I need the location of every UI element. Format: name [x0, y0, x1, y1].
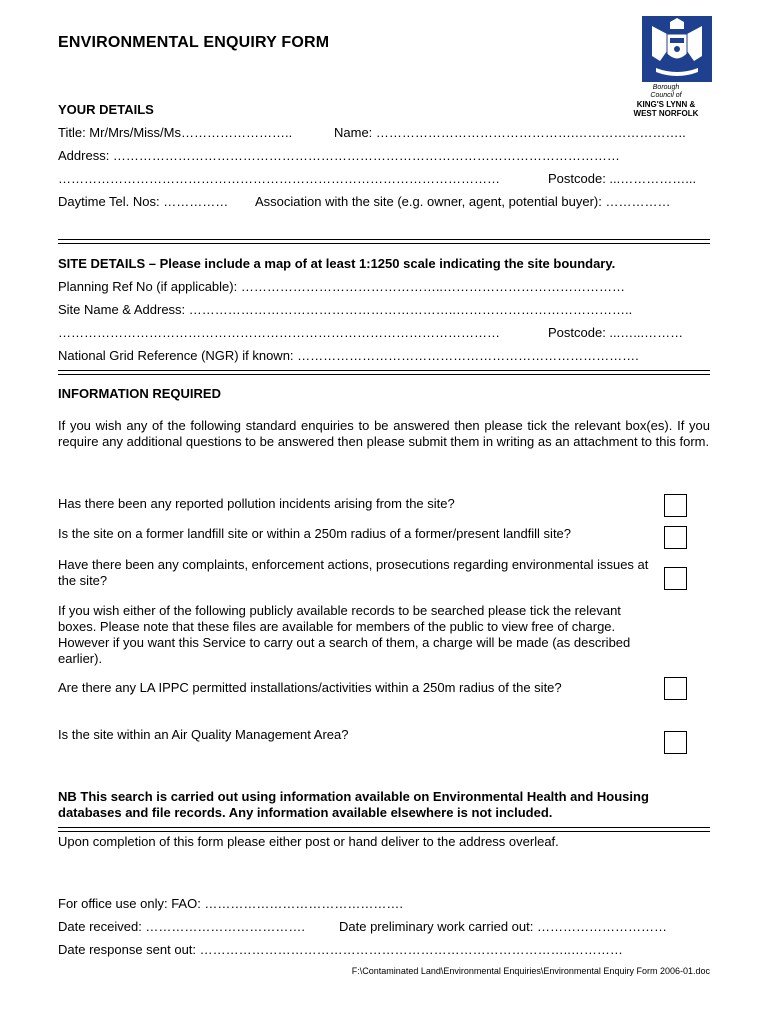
- address-field[interactable]: Address: ………………………………………………………………………………………………………: [58, 148, 620, 163]
- daytime-tel-field[interactable]: Daytime Tel. Nos: ……………: [58, 194, 229, 209]
- logo-line-west-norfolk: WEST NORFOLK: [633, 109, 699, 118]
- association-field[interactable]: Association with the site (e.g. owner, agent, potential buyer): ……………: [255, 194, 671, 209]
- date-preliminary-field[interactable]: Date preliminary work carried out: …………………………: [339, 919, 667, 934]
- question-ippc: Are there any LA IPPC permitted installations/activities within a 250m radius of the site?: [58, 680, 562, 695]
- planning-ref-field[interactable]: Planning Ref No (if applicable): ………………………………………..……………………………………: [58, 279, 626, 294]
- air-quality-checkbox[interactable]: [664, 731, 687, 754]
- date-received-field[interactable]: Date received: ……………………………….: [58, 919, 306, 934]
- logo-line-borough: Borough: [652, 84, 680, 91]
- your-details-heading: YOUR DETAILS: [58, 102, 154, 117]
- site-name-address-field[interactable]: Site Name & Address: ……………………………………………………..…………………………………..: [58, 302, 633, 317]
- question-complaints: Have there been any complaints, enforcement actions, prosecutions regarding environmental issues at the site?: [58, 557, 649, 588]
- information-required-heading: INFORMATION REQUIRED: [58, 386, 221, 401]
- nb-note: NB This search is carried out using information available on Environmental Health and Housing databases and file records. Any information available elsewhere is not included.: [58, 789, 649, 820]
- complaints-checkbox[interactable]: [664, 567, 687, 590]
- coat-of-arms-icon: [642, 16, 712, 82]
- crest-icon: [642, 16, 712, 82]
- site-postcode-field[interactable]: Postcode: ...…...………: [548, 325, 684, 340]
- ippc-checkbox[interactable]: [664, 677, 687, 700]
- question-landfill: Is the site on a former landfill site or within a 250m radius of a former/present landfill site?: [58, 526, 572, 541]
- logo-line-kings-lynn: KING'S LYNN &: [636, 100, 696, 109]
- address-line-2-field[interactable]: …………………………………………………………………………………………: [58, 171, 500, 186]
- pollution-incidents-checkbox[interactable]: [664, 494, 687, 517]
- site-address-line-2-field[interactable]: …………………………………………………………………………………………: [58, 325, 500, 340]
- section-divider: [58, 827, 710, 832]
- question-pollution-incidents: Has there been any reported pollution incidents arising from the site?: [58, 496, 455, 511]
- question-air-quality: Is the site within an Air Quality Management Area?: [58, 727, 349, 742]
- footer-file-path: F:\Contaminated Land\Environmental Enquiries\Environmental Enquiry Form 2006-01.doc: [351, 966, 710, 976]
- site-details-heading: SITE DETAILS – Please include a map of at least 1:1250 scale indicating the site boundary.: [58, 256, 616, 271]
- information-intro: If you wish any of the following standard enquiries to be answered then please tick the relevant box(es). If you require any additional questions to be answered then please submit them in writing as an attachment to this form.: [58, 418, 710, 449]
- logo-line-council: Council of: [650, 92, 682, 99]
- name-field[interactable]: Name: ……………………………………….……………………..: [334, 125, 686, 140]
- public-records-note: If you wish either of the following publicly available records to be searched please tick the relevant boxes. Please note that these files are available for members of the public to view free of charge. However if you want this Service to carry out a search of them, a charge will be made (as described earlier).: [58, 603, 631, 666]
- title-field[interactable]: Title: Mr/Mrs/Miss/Ms……………………..: [58, 125, 293, 140]
- landfill-checkbox[interactable]: [664, 526, 687, 549]
- section-divider: [58, 239, 710, 244]
- form-title: ENVIRONMENTAL ENQUIRY FORM: [58, 34, 330, 51]
- completion-instructions: Upon completion of this form please either post or hand deliver to the address overleaf.: [58, 834, 559, 849]
- postcode-field[interactable]: Postcode: ...……………...: [548, 171, 697, 186]
- office-fao-field[interactable]: For office use only: FAO: ……………………………………….: [58, 896, 404, 911]
- date-response-field[interactable]: Date response sent out: …………………………………………………………………………..…………: [58, 942, 623, 957]
- section-divider: [58, 370, 710, 375]
- ngr-field[interactable]: National Grid Reference (NGR) if known: …………………………………………………………………….: [58, 348, 639, 363]
